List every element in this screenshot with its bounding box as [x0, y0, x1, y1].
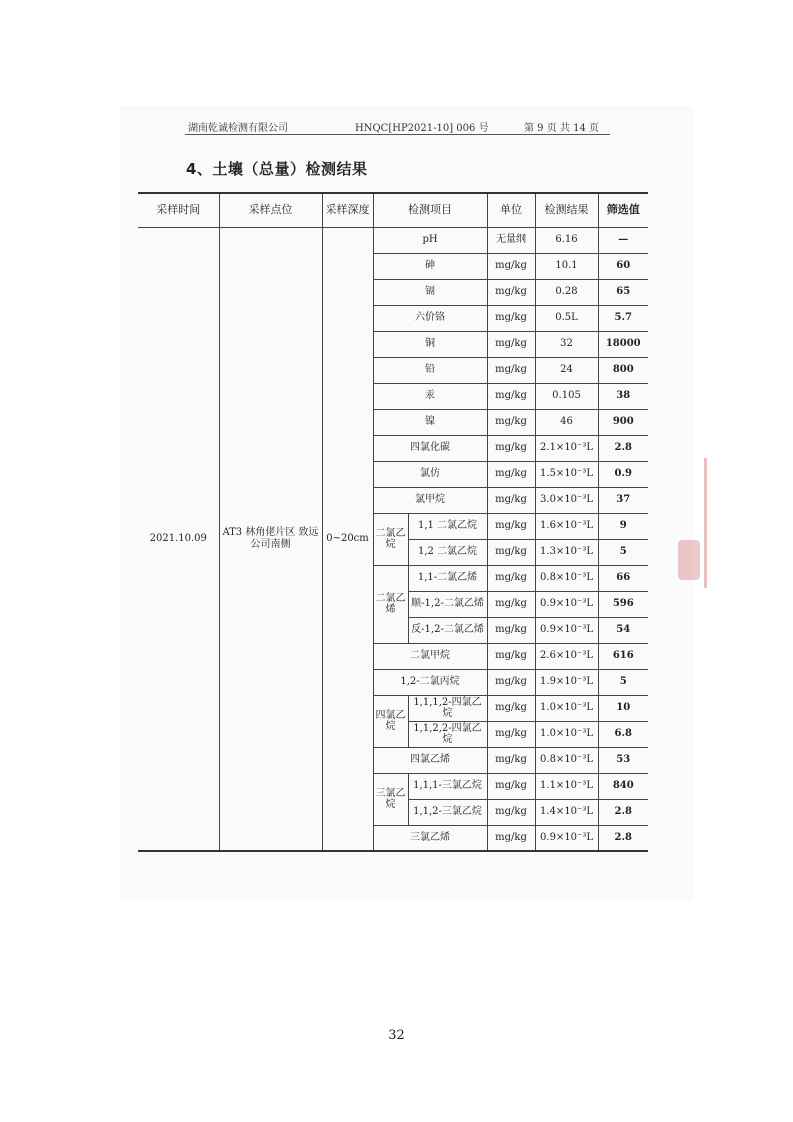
- unit-cell: mg/kg: [487, 747, 535, 773]
- sampling-depth-cell: 0~20cm: [322, 227, 373, 851]
- result-cell: 2.6×10⁻³L: [535, 643, 598, 669]
- result-cell: 10.1: [535, 253, 598, 279]
- header-row: [138, 193, 648, 227]
- screening-cell: 60: [598, 253, 648, 279]
- item-cell: 镍: [373, 409, 487, 435]
- screening-cell: 37: [598, 487, 648, 513]
- header-rule: [185, 134, 610, 135]
- table-row: [138, 227, 648, 253]
- header-sampling-time: 采样时间: [138, 193, 219, 227]
- screening-cell: 65: [598, 279, 648, 305]
- unit-cell: mg/kg: [487, 435, 535, 461]
- sampling-point-cell: AT3 林角佬片区 致远公司南侧: [219, 227, 322, 851]
- unit-cell: mg/kg: [487, 617, 535, 643]
- result-cell: 0.28: [535, 279, 598, 305]
- group-dichloroethylene: 二氯乙烯: [373, 565, 408, 643]
- result-cell: 24: [535, 357, 598, 383]
- screening-cell: 6.8: [598, 721, 648, 747]
- screening-cell: 900: [598, 409, 648, 435]
- unit-cell: mg/kg: [487, 565, 535, 591]
- item-cell: 四氯乙烯: [373, 747, 487, 773]
- screening-cell: 840: [598, 773, 648, 799]
- header-test-item: 检测项目: [373, 193, 487, 227]
- item-cell: 1,1,1,2-四氯乙烷: [408, 695, 487, 721]
- unit-cell: mg/kg: [487, 305, 535, 331]
- result-cell: 0.105: [535, 383, 598, 409]
- screening-cell: 9: [598, 513, 648, 539]
- screening-cell: 616: [598, 643, 648, 669]
- unit-cell: mg/kg: [487, 721, 535, 747]
- unit-cell: mg/kg: [487, 695, 535, 721]
- result-cell: 1.1×10⁻³L: [535, 773, 598, 799]
- result-cell: 1.4×10⁻³L: [535, 799, 598, 825]
- header-sampling-point: 采样点位: [219, 193, 322, 227]
- header-unit: 单位: [487, 193, 535, 227]
- result-cell: 1.9×10⁻³L: [535, 669, 598, 695]
- item-cell: 汞: [373, 383, 487, 409]
- unit-cell: mg/kg: [487, 253, 535, 279]
- unit-cell: mg/kg: [487, 331, 535, 357]
- result-cell: 0.9×10⁻³L: [535, 825, 598, 851]
- header-company: 湖南乾诚检测有限公司: [188, 123, 288, 134]
- group-trichloroethane: 三氯乙烷: [373, 773, 408, 825]
- results-table: [138, 192, 648, 852]
- unit-cell: mg/kg: [487, 643, 535, 669]
- result-cell: 1.6×10⁻³L: [535, 513, 598, 539]
- result-cell: 2.1×10⁻³L: [535, 435, 598, 461]
- result-cell: 1.5×10⁻³L: [535, 461, 598, 487]
- screening-cell: 5.7: [598, 305, 648, 331]
- unit-cell: mg/kg: [487, 825, 535, 851]
- screening-cell: 10: [598, 695, 648, 721]
- screening-cell: 54: [598, 617, 648, 643]
- screening-cell: 53: [598, 747, 648, 773]
- result-cell: 0.5L: [535, 305, 598, 331]
- item-cell: 氯仿: [373, 461, 487, 487]
- screening-cell: —: [598, 227, 648, 253]
- result-cell: 0.8×10⁻³L: [535, 565, 598, 591]
- unit-cell: mg/kg: [487, 799, 535, 825]
- item-cell: 1,2 二氯乙烷: [408, 539, 487, 565]
- screening-cell: 5: [598, 669, 648, 695]
- item-cell: 二氯甲烷: [373, 643, 487, 669]
- unit-cell: mg/kg: [487, 487, 535, 513]
- sampling-time-cell: 2021.10.09: [138, 227, 219, 851]
- red-seal-mark: [678, 540, 700, 580]
- header-screening-value: 筛选值: [598, 193, 648, 227]
- unit-cell: mg/kg: [487, 357, 535, 383]
- screening-cell: 596: [598, 591, 648, 617]
- item-cell: 六价铬: [373, 305, 487, 331]
- item-cell: 反-1,2-二氯乙烯: [408, 617, 487, 643]
- result-cell: 46: [535, 409, 598, 435]
- result-cell: 1.3×10⁻³L: [535, 539, 598, 565]
- item-cell: 镉: [373, 279, 487, 305]
- item-cell: 铜: [373, 331, 487, 357]
- group-tetrachloroethane: 四氯乙烷: [373, 695, 408, 747]
- item-cell: 顺-1,2-二氯乙烯: [408, 591, 487, 617]
- result-cell: 3.0×10⁻³L: [535, 487, 598, 513]
- screening-cell: 800: [598, 357, 648, 383]
- page-number: 32: [388, 1028, 405, 1043]
- unit-cell: mg/kg: [487, 773, 535, 799]
- unit-cell: mg/kg: [487, 669, 535, 695]
- result-cell: 32: [535, 331, 598, 357]
- header-result: 检测结果: [535, 193, 598, 227]
- section-title: 4、土壤（总量）检测结果: [186, 160, 368, 178]
- result-cell: 6.16: [535, 227, 598, 253]
- item-cell: 1,1 二氯乙烷: [408, 513, 487, 539]
- unit-cell: mg/kg: [487, 409, 535, 435]
- result-cell: 1.0×10⁻³L: [535, 721, 598, 747]
- unit-cell: mg/kg: [487, 461, 535, 487]
- item-cell: 1,1-二氯乙烯: [408, 565, 487, 591]
- header-report-no: HNQC[HP2021-10] 006 号: [355, 123, 489, 134]
- item-cell: 四氯化碳: [373, 435, 487, 461]
- item-cell: 砷: [373, 253, 487, 279]
- screening-cell: 5: [598, 539, 648, 565]
- unit-cell: mg/kg: [487, 513, 535, 539]
- screening-cell: 66: [598, 565, 648, 591]
- screening-cell: 2.8: [598, 825, 648, 851]
- unit-cell: 无量纲: [487, 227, 535, 253]
- group-dichloroethane: 二氯乙烷: [373, 513, 408, 565]
- item-cell: 1,1,1-三氯乙烷: [408, 773, 487, 799]
- item-cell: 氯甲烷: [373, 487, 487, 513]
- item-cell: 铅: [373, 357, 487, 383]
- item-cell: 三氯乙烯: [373, 825, 487, 851]
- item-cell: pH: [373, 227, 487, 253]
- result-cell: 0.9×10⁻³L: [535, 617, 598, 643]
- unit-cell: mg/kg: [487, 383, 535, 409]
- item-cell: 1,1,2,2-四氯乙烷: [408, 721, 487, 747]
- unit-cell: mg/kg: [487, 539, 535, 565]
- screening-cell: 2.8: [598, 799, 648, 825]
- screening-cell: 38: [598, 383, 648, 409]
- result-cell: 0.8×10⁻³L: [535, 747, 598, 773]
- result-cell: 0.9×10⁻³L: [535, 591, 598, 617]
- screening-cell: 18000: [598, 331, 648, 357]
- unit-cell: mg/kg: [487, 279, 535, 305]
- screening-cell: 2.8: [598, 435, 648, 461]
- item-cell: 1,1,2-三氯乙烷: [408, 799, 487, 825]
- result-cell: 1.0×10⁻³L: [535, 695, 598, 721]
- header-page-info: 第 9 页 共 14 页: [524, 123, 599, 134]
- header-sampling-depth: 采样深度: [322, 193, 373, 227]
- screening-cell: 0.9: [598, 461, 648, 487]
- unit-cell: mg/kg: [487, 591, 535, 617]
- item-cell: 1,2-二氯丙烷: [373, 669, 487, 695]
